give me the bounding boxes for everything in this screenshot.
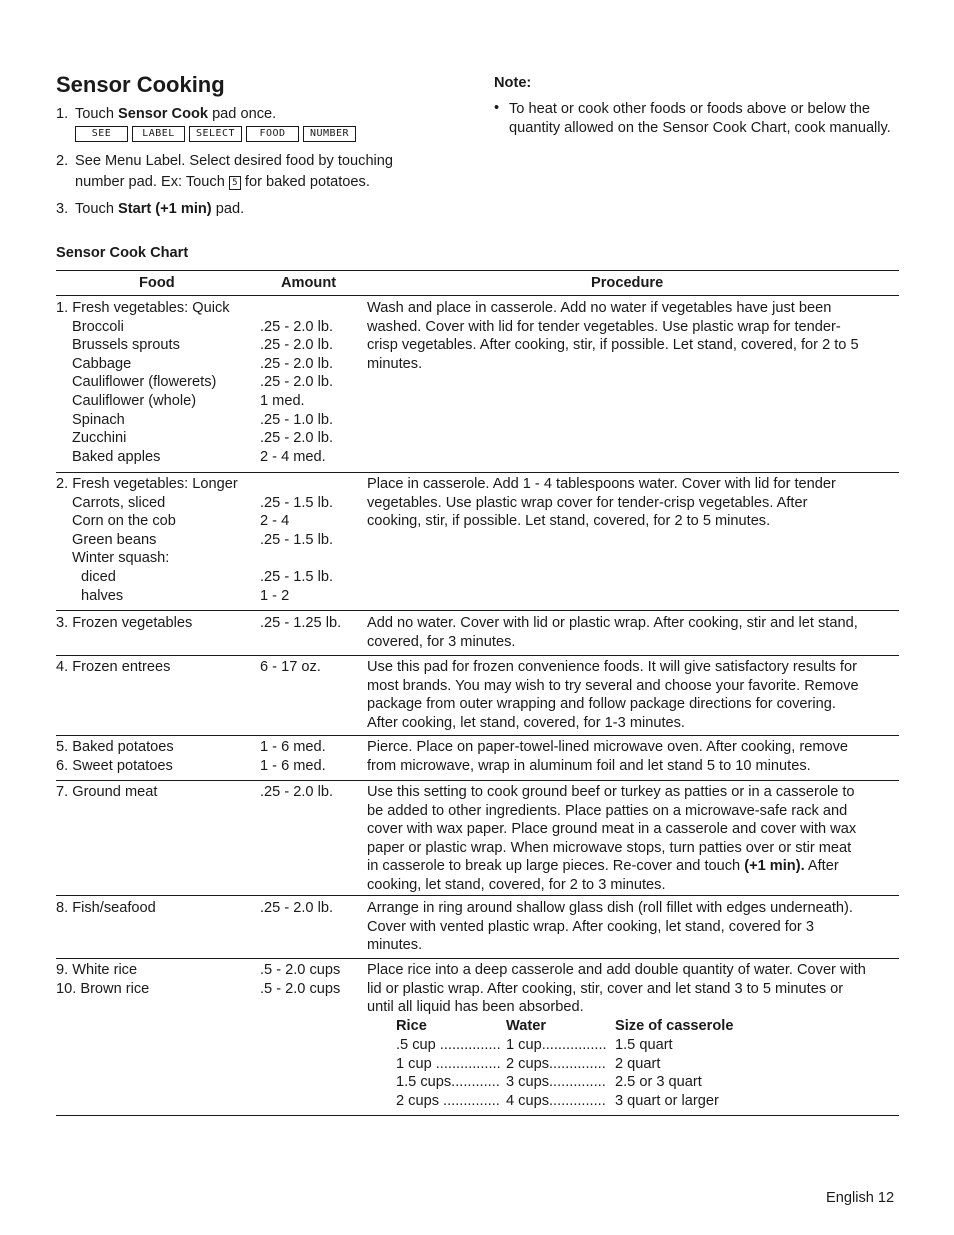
amount-value: .25 - 2.0 lb. [260, 784, 334, 800]
procedure-line: Place rice into a deep casserole and add double quantity of water. Cover with [367, 962, 866, 978]
procedure-cell [367, 899, 901, 955]
rice-table-cell: 2 cups.............. [506, 1055, 606, 1072]
rice-table-cell: .5 cup ............... [396, 1036, 501, 1053]
food-item: 7. Ground meat [56, 784, 158, 800]
food-item: 6. Sweet potatoes [56, 757, 173, 774]
food-item: Spinach [72, 411, 125, 428]
procedure-line: After cooking, let stand, covered, for 1-3 minutes. [367, 714, 685, 731]
rice-table-cell: 1 cup ................ [396, 1055, 501, 1072]
step-text: See Menu Label. Select desired food by touching [75, 153, 394, 169]
procedure-line: cooking, stir, if possible. Let stand, covered, for 2 to 5 minutes. [367, 513, 771, 530]
lcd-word: FOOD [246, 126, 299, 142]
food-cell [56, 961, 256, 998]
lcd-word: SELECT [189, 126, 242, 142]
procedure-line: Wash and place in casserole. Add no water if vegetables have just been [367, 300, 832, 316]
rice-table-cell: 1.5 cups............ [396, 1074, 500, 1091]
procedure-line: minutes. [367, 355, 423, 372]
food-item: 5. Baked potatoes [56, 739, 174, 755]
amount-value: 1 - 6 med. [260, 739, 326, 755]
food-item: Cauliflower (whole) [72, 392, 197, 409]
amount-value [260, 299, 370, 318]
food-cell [56, 899, 256, 918]
food-item: Baked apples [72, 448, 161, 465]
amount-value: .25 - 2.0 lb. [260, 337, 334, 354]
food-item: Green beans [72, 531, 157, 548]
food-item: Brussels sprouts [72, 337, 180, 354]
procedure-line: cover with wax paper. Place ground meat in a casserole and cover with wax [367, 821, 857, 838]
procedure-line: vegetables. Use plastic wrap cover for tender-crisp vegetables. After [367, 494, 808, 511]
procedure-line: from microwave, wrap in aluminum foil and let stand 5 to 10 minutes. [367, 757, 811, 774]
step-number: 1. [56, 106, 69, 122]
rice-table-cell: 1 cup................ [506, 1036, 607, 1053]
procedure-cell [367, 299, 901, 373]
amount-value: .25 - 2.0 lb. [260, 355, 334, 372]
procedure-cell [367, 783, 901, 895]
step-1 [56, 104, 436, 144]
procedure-line: Use this setting to cook ground beef or turkey as patties or in a casserole to [367, 784, 855, 800]
lcd-display [75, 126, 435, 142]
amount-cell [260, 738, 370, 775]
amount-cell [260, 658, 370, 677]
food-cell [56, 783, 256, 802]
column-header-procedure: Procedure [591, 275, 664, 291]
amount-value: 2 - 4 med. [260, 448, 326, 465]
amount-value: 6 - 17 oz. [260, 659, 321, 675]
step-text: pad once. [208, 106, 277, 122]
amount-value: .25 - 2.0 lb. [260, 374, 334, 391]
step-number: 3. [56, 201, 69, 217]
food-cell [56, 475, 256, 605]
procedure-line: most brands. You may wish to try several and choose your favorite. Remove [367, 677, 859, 694]
row-divider [56, 655, 899, 656]
amount-value [260, 475, 370, 494]
bullet-icon: • [494, 100, 500, 116]
food-item: halves [81, 587, 124, 604]
note-text: To heat or cook other foods or foods above or below the quantity allowed on the Sensor Cook Chart, cook manually. [509, 101, 891, 136]
procedure-line: Pierce. Place on paper-towel-lined microwave oven. After cooking, remove [367, 739, 849, 755]
column-header-food: Food [139, 275, 175, 291]
amount-cell [260, 899, 370, 918]
procedure-line: lid or plastic wrap. After cooking, stir, cover and let stand 3 to 5 minutes or [367, 980, 844, 997]
rice-table-header: Size of casserole [615, 1018, 734, 1034]
procedure-line: in casserole to break up large pieces. Re-cover and touch (+1 min). After [367, 858, 839, 875]
procedure-line: package from outer wrapping and follow package directions for covering. [367, 696, 836, 713]
amount-cell [260, 475, 370, 605]
procedure-line: Arrange in ring around shallow glass dish (roll fillet with edges underneath). [367, 900, 853, 916]
procedure-line: Place in casserole. Add 1 - 4 tablespoons water. Cover with lid for tender [367, 476, 836, 492]
amount-cell [260, 961, 370, 998]
food-item: Broccoli [72, 318, 124, 335]
procedure-line: Add no water. Cover with lid or plastic wrap. After cooking, stir and let stand, [367, 615, 858, 631]
food-item: Cabbage [72, 355, 132, 372]
amount-value: .25 - 1.25 lb. [260, 615, 342, 631]
row-divider [56, 472, 899, 473]
food-item: 1. Fresh vegetables: Quick [56, 300, 230, 316]
step-bold: Start (+1 min) [118, 201, 212, 217]
table-top-rule [56, 270, 899, 271]
food-item: Carrots, sliced [72, 494, 166, 511]
amount-value [260, 549, 370, 568]
lcd-word: NUMBER [303, 126, 356, 142]
lcd-word: SEE [75, 126, 128, 142]
food-item: 3. Frozen vegetables [56, 615, 193, 631]
food-item: 8. Fish/seafood [56, 900, 156, 916]
amount-cell [260, 783, 370, 802]
food-item: 4. Frozen entrees [56, 659, 171, 675]
amount-value: 1 - 6 med. [260, 757, 326, 774]
row-divider [56, 735, 899, 736]
food-item: Winter squash: [72, 550, 170, 567]
amount-value: 1 med. [260, 392, 305, 409]
food-item: 9. White rice [56, 962, 138, 978]
amount-value: .25 - 1.0 lb. [260, 411, 334, 428]
food-item: 10. Brown rice [56, 980, 150, 997]
step-text: Touch [75, 201, 118, 217]
page-footer: English 12 [826, 1190, 895, 1206]
row-divider [56, 610, 899, 611]
amount-value: .25 - 1.5 lb. [260, 531, 334, 548]
step-3 [56, 199, 436, 220]
amount-value: .25 - 2.0 lb. [260, 900, 334, 916]
rice-table-cell: 2 quart [615, 1055, 661, 1072]
food-cell [56, 299, 256, 466]
amount-cell [260, 614, 370, 633]
procedure-cell [367, 475, 901, 531]
amount-value: 2 - 4 [260, 513, 290, 530]
rice-table-header: Water [506, 1018, 547, 1034]
food-cell [56, 614, 256, 633]
header-rule [56, 295, 899, 296]
row-divider [56, 1115, 899, 1116]
step-text: for baked potatoes. [240, 174, 370, 190]
procedure-line: paper or plastic wrap. When microwave stops, turn patties over or stir meat [367, 839, 852, 856]
rice-table-cell: 2.5 or 3 quart [615, 1074, 702, 1091]
step-bold: Sensor Cook [118, 106, 209, 122]
procedure-cell [367, 614, 901, 651]
procedure-cell [367, 738, 901, 775]
step-2 [56, 151, 436, 195]
rice-table-cell: 2 cups .............. [396, 1093, 500, 1110]
keypad-key-icon: 5 [229, 176, 241, 190]
procedure-cell [367, 961, 901, 1017]
amount-value: .25 - 2.0 lb. [260, 430, 334, 447]
rice-table-cell: 3 quart or larger [615, 1093, 719, 1110]
lcd-word: LABEL [132, 126, 185, 142]
procedure-line: minutes. [367, 937, 423, 954]
rice-table-cell: 4 cups.............. [506, 1093, 606, 1110]
procedure-line: Use this pad for frozen convenience foods. It will give satisfactory results for [367, 659, 857, 675]
amount-value: .25 - 2.0 lb. [260, 318, 334, 335]
step-text: pad. [211, 201, 245, 217]
rice-table-cell: 3 cups.............. [506, 1074, 606, 1091]
amount-value: .5 - 2.0 cups [260, 962, 341, 978]
page-title: Sensor Cooking [56, 72, 225, 97]
food-cell [56, 738, 256, 775]
amount-cell [260, 299, 370, 466]
food-item: 2. Fresh vegetables: Longer [56, 476, 238, 492]
rice-table-cell: 1.5 quart [615, 1036, 673, 1053]
amount-value: .5 - 2.0 cups [260, 980, 341, 997]
food-item: Zucchini [72, 430, 127, 447]
step-text: number pad. Ex: Touch [75, 174, 229, 190]
procedure-line: Cover with vented plastic wrap. After cooking, let stand, covered for 3 [367, 918, 814, 935]
food-item: Corn on the cob [72, 513, 176, 530]
procedure-line: washed. Cover with lid for tender vegetables. Use plastic wrap for tender- [367, 318, 841, 335]
procedure-line: covered, for 3 minutes. [367, 633, 516, 650]
procedure-line: crisp vegetables. After cooking, stir, if possible. Let stand, covered, for 2 to 5 [367, 337, 859, 354]
amount-value: .25 - 1.5 lb. [260, 494, 334, 511]
procedure-line: be added to other ingredients. Place patties on a microwave-safe rack and [367, 802, 848, 819]
food-cell [56, 658, 256, 677]
row-divider [56, 895, 899, 896]
row-divider [56, 780, 899, 781]
chart-title: Sensor Cook Chart [56, 245, 189, 261]
food-item: Cauliflower (flowerets) [72, 374, 217, 391]
step-text: Touch [75, 106, 118, 122]
amount-value: .25 - 1.5 lb. [260, 568, 334, 585]
amount-value: 1 - 2 [260, 587, 290, 604]
procedure-line: until all liquid has been absorbed. [367, 999, 584, 1016]
procedure-line: cooking, let stand, covered, for 2 to 3 minutes. [367, 876, 666, 893]
rice-table-header: Rice [396, 1018, 427, 1034]
row-divider [56, 958, 899, 959]
procedure-cell [367, 658, 901, 732]
step-number: 2. [56, 153, 69, 169]
note-title: Note: [494, 75, 532, 91]
food-item: diced [81, 568, 116, 585]
column-header-amount: Amount [281, 275, 337, 291]
